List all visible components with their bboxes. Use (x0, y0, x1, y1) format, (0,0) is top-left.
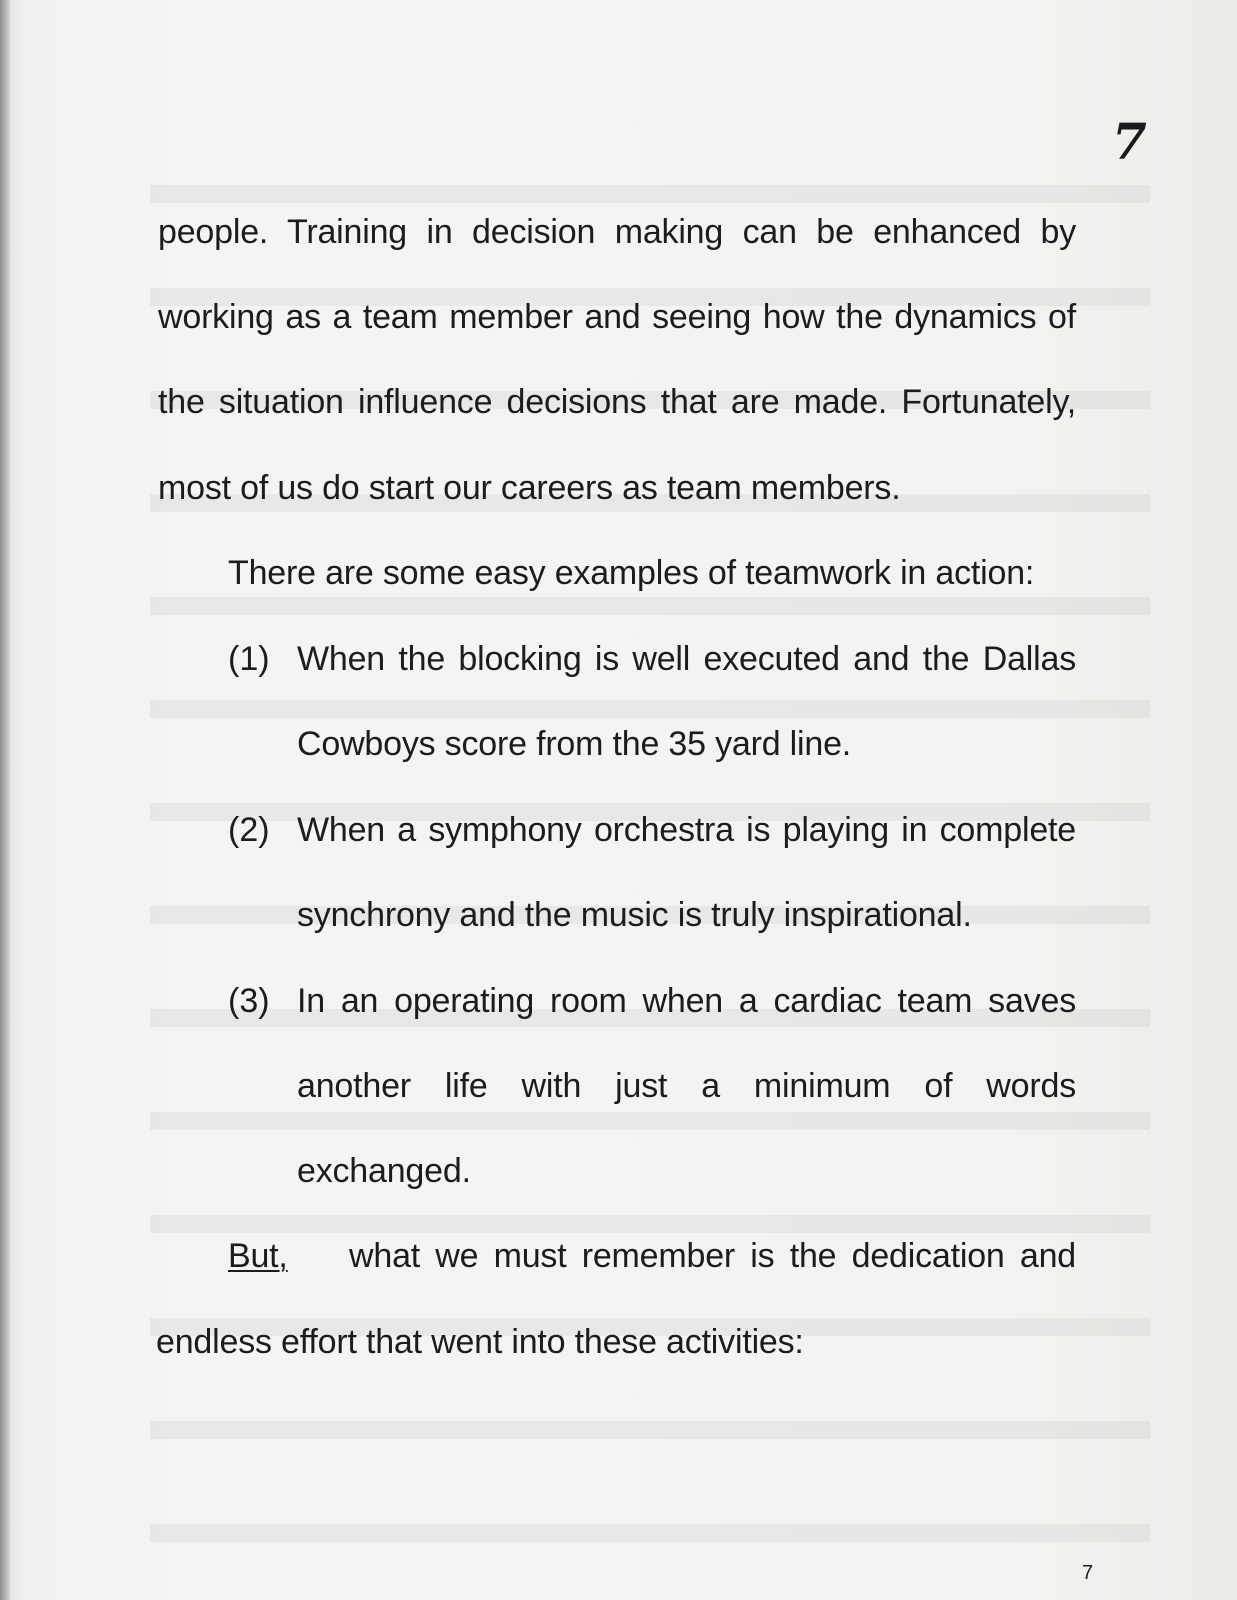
paragraph-line (158, 468, 900, 508)
line-text: Cowboys score from the 35 yard line. (297, 725, 852, 763)
line-text: When the blocking is well executed and the Dallas (297, 640, 1076, 678)
intro-text: There are some easy examples of teamwork in action: (228, 554, 1035, 592)
line-text: In an operating room when a cardiac team saves (297, 982, 1076, 1020)
list-item-line (297, 895, 972, 935)
list-number: (2) (228, 811, 270, 849)
line-text: people. Training in decision making can be enhanced by (158, 213, 1076, 251)
closing-line (228, 1236, 1076, 1276)
list-item-line (297, 1066, 1076, 1106)
line-text: most of us do start our careers as team members. (158, 469, 901, 507)
list-item-line (297, 810, 1076, 850)
list-item-line (297, 724, 851, 764)
line-text: working as a team member and seeing how the dynamics of (158, 298, 1076, 336)
list-item-line (297, 639, 1076, 679)
paragraph-line (158, 212, 1076, 252)
closing-line (156, 1322, 804, 1362)
line-text: synchrony and the music is truly inspirational. (297, 896, 972, 934)
list-number: (3) (228, 982, 270, 1020)
list-number: (1) (228, 640, 270, 678)
list-item-line (297, 981, 1076, 1021)
line-text: exchanged. (297, 1152, 471, 1190)
line-text: endless effort that went into these activities: (156, 1323, 804, 1361)
intro-line (228, 553, 1034, 593)
line-text: When a symphony orchestra is playing in complete (297, 811, 1076, 849)
line-text: another life with just a minimum of words (297, 1067, 1076, 1105)
page-edge-shadow (0, 0, 10, 1600)
page-number: 7 (1082, 1562, 1094, 1584)
line-text: what we must remember is the dedication and (333, 1237, 1076, 1275)
paragraph-line (158, 297, 1076, 337)
underlined-word: But, (228, 1237, 288, 1275)
list-item-line (297, 1151, 471, 1191)
handwritten-page-number: 7 (1112, 112, 1147, 171)
line-text: the situation influence decisions that are made. Fortunately, (158, 383, 1076, 421)
paragraph-line (158, 382, 1076, 422)
